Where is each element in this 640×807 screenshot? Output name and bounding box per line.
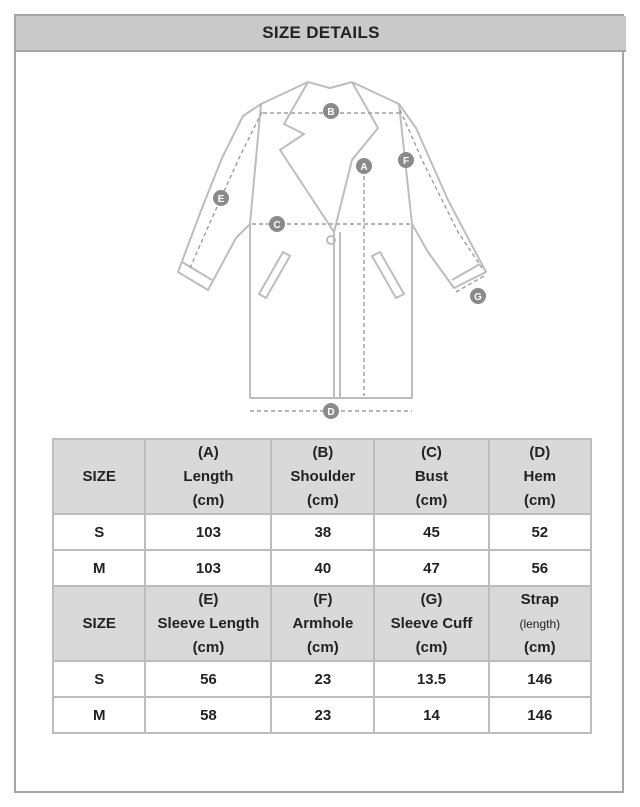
marker-f-label: F [402,156,410,167]
table-cell: 103 [145,550,271,586]
table-cell: S [53,661,145,697]
table-cell: 13.5 [374,661,488,697]
table-cell: 58 [145,697,271,733]
header-cell: Strap (length) (cm) [489,586,591,661]
header-cell: SIZE [53,439,145,514]
header-cell: SIZE [53,586,145,661]
table-cell: S [53,514,145,550]
size-table [52,438,592,734]
table-cell: 47 [374,550,488,586]
table-row [53,661,591,697]
header-cell: (G) Sleeve Cuff (cm) [374,586,488,661]
coat-diagram [170,72,500,424]
table-cell: M [53,697,145,733]
header-cell: (D) Hem (cm) [489,439,591,514]
marker-d-label: D [327,407,335,418]
table-cell: 103 [145,514,271,550]
marker-e-label: E [217,194,225,205]
table-cell: 146 [489,661,591,697]
table-cell: 146 [489,697,591,733]
table-cell: 45 [374,514,488,550]
table-cell: 38 [271,514,374,550]
header-cell: (B) Shoulder (cm) [271,439,374,514]
marker-c-label: C [273,220,281,231]
table-cell: 40 [271,550,374,586]
marker-a-label: A [360,162,368,173]
header-cell: (F) Armhole (cm) [271,586,374,661]
table-row [53,697,591,733]
table-cell: 56 [489,550,591,586]
table-header-row [53,586,591,661]
table-header-row [53,439,591,514]
marker-b-label: B [327,107,335,118]
table-cell: M [53,550,145,586]
marker-g-label: G [474,292,482,303]
measure-markers [213,103,486,419]
page-title: SIZE DETAILS [16,16,626,52]
table-cell: 23 [271,661,374,697]
table-cell: 23 [271,697,374,733]
header-cell: (A) Length (cm) [145,439,271,514]
table-row [53,550,591,586]
table-cell: 14 [374,697,488,733]
table-cell: 56 [145,661,271,697]
table-row [53,514,591,550]
header-cell: (E) Sleeve Length (cm) [145,586,271,661]
header-cell: (C) Bust (cm) [374,439,488,514]
table-cell: 52 [489,514,591,550]
